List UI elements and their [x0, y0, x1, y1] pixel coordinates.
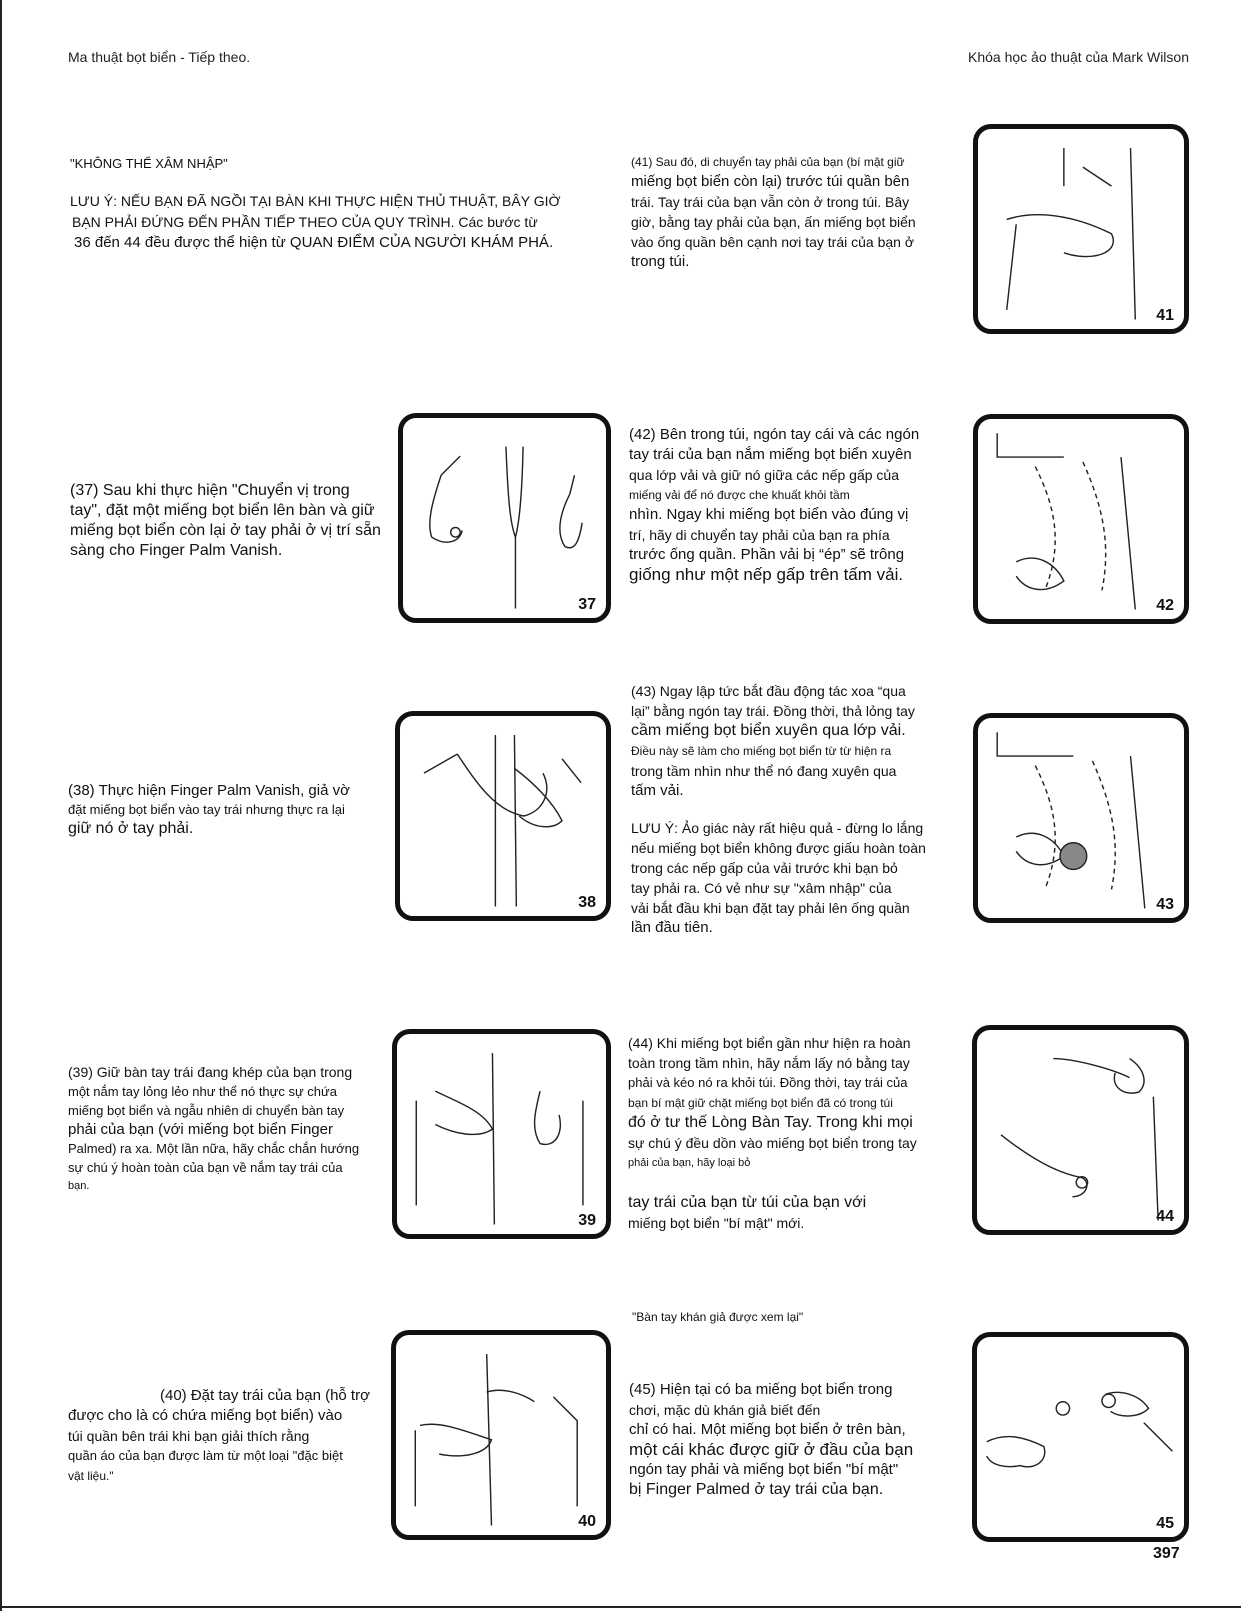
step-45-text: [629, 1380, 913, 1500]
step-39-line: phải của bạn (với miếng bọt biển Finger: [68, 1121, 333, 1138]
hands-illustration-icon: [978, 129, 1184, 329]
step-37-text: [70, 481, 381, 561]
step-42-line: tay trái của bạn nắm miếng bọt biển xuyên: [629, 446, 912, 463]
page-bottom-rule: [0, 1606, 1241, 1608]
step-37-line: (37) Sau khi thực hiện "Chuyển vị trong: [70, 482, 350, 499]
step-41-line: trái. Tay trái của bạn vẫn còn ở trong túi. Bây: [631, 194, 910, 210]
header-left-title: Ma thuật bọt biển - Tiếp theo.: [68, 49, 251, 65]
illustration-panel-42: [973, 414, 1189, 624]
step-39-text: [68, 1063, 359, 1196]
hands-illustration-icon: [396, 1335, 606, 1535]
panel-number: 37: [578, 596, 596, 613]
step-44-line: miếng bọt biển "bí mật" mới.: [628, 1215, 805, 1231]
step-38-line: (38) Thực hiện Finger Palm Vanish, giả vờ: [68, 782, 350, 799]
panel-number: 41: [1156, 307, 1174, 324]
step-37-line: tay", đặt một miếng bọt biển lên bàn và giữ: [70, 502, 375, 519]
step-39-line: một nắm tay lỏng lẻo như thể nó thực sự chứa: [68, 1084, 337, 1099]
step-43-note-line: lần đầu tiên.: [631, 919, 713, 936]
step-41-line: (41) Sau đó, di chuyển tay phải của bạn (bí mật giữ: [631, 155, 905, 169]
step-42-line: trước ống quần. Phần vải bị “ép” sẽ trông: [629, 546, 905, 563]
step-42-text: [629, 425, 919, 585]
step-44-line: tay trái của bạn từ túi của bạn với: [628, 1194, 867, 1211]
step-42-line: qua lớp vải và giữ nó giữa các nếp gấp của: [629, 467, 899, 483]
step-42-line: miếng vải để nó được che khuất khỏi tầm: [629, 488, 850, 502]
step-41-line: miếng bọt biển còn lại) trước túi quần bên: [631, 173, 910, 190]
hands-illustration-icon: [977, 1337, 1184, 1537]
illustration-panel-38: [395, 711, 611, 921]
step-45-line: bị Finger Palmed ở tay trái của bạn.: [629, 1481, 884, 1498]
hands-illustration-icon: [403, 418, 606, 618]
section-note-line-3: 36 đến 44 đều được thể hiện từ QUAN ĐIỂM CỦA NGƯỜI KHÁM PHÁ.: [74, 234, 554, 251]
panel-number: 44: [1156, 1208, 1174, 1225]
step-43-note: [631, 818, 926, 938]
step-43-note-line: vải bắt đầu khi bạn đặt tay phải lên ống quần: [631, 900, 910, 916]
step-45-line: (45) Hiện tại có ba miếng bọt biển trong: [629, 1381, 893, 1398]
step-44-line: sự chú ý đều dồn vào miếng bọt biển trong tay: [628, 1135, 917, 1151]
section-note-line-2: BẠN PHẢI ĐỨNG ĐẾN PHẦN TIẾP THEO CỦA QUY TRÌNH. Các bước từ: [72, 214, 538, 230]
step-39-line: bạn.: [68, 1180, 90, 1192]
page-number: 397: [1153, 1545, 1180, 1562]
step-43-note-line: nếu miếng bọt biển không được giấu hoàn toàn: [631, 840, 926, 856]
step-40-text: [68, 1386, 370, 1486]
step-43-line: cầm miếng bọt biển xuyên qua lớp vải.: [631, 722, 906, 739]
hands-illustration-icon: [978, 419, 1184, 619]
page-left-rule: [0, 0, 2, 1611]
step-45-title: "Bàn tay khán giả được xem lại": [632, 1310, 804, 1324]
step-43-line: (43) Ngay lập tức bắt đầu động tác xoa “qua: [631, 683, 906, 699]
step-41-text: [631, 152, 916, 272]
step-39-line: (39) Giữ bàn tay trái đang khép của bạn trong: [68, 1064, 353, 1080]
step-42-line: trí, hãy di chuyển tay phải của bạn ra phía: [629, 527, 890, 543]
step-43-note-line: tay phải ra. Có vẻ như sự "xâm nhập" của: [631, 880, 892, 896]
step-37-line: miếng bọt biển còn lại ở tay phải ở vị trí sẵn: [70, 522, 381, 539]
step-42-line: (42) Bên trong túi, ngón tay cái và các ngón: [629, 426, 920, 443]
step-44-line: toàn trong tầm nhìn, hãy nắm lấy nó bằng tay: [628, 1055, 910, 1071]
illustration-panel-45: [972, 1332, 1189, 1542]
hands-illustration-icon: [397, 1034, 606, 1234]
step-43-line: trong tầm nhìn như thể nó đang xuyên qua: [631, 763, 897, 779]
step-44-line: đó ở tư thế Lòng Bàn Tay. Trong khi mọi: [628, 1114, 913, 1131]
step-41-line: trong túi.: [631, 253, 690, 270]
header-right-title: Khóa học ảo thuật của Mark Wilson: [967, 49, 1189, 65]
step-45-line: chỉ có hai. Một miếng bọt biển ở trên bàn,: [629, 1421, 906, 1438]
hands-illustration-icon: [400, 716, 606, 916]
step-44-line: bạn bí mật giữ chặt miếng bọt biển đã có trong túi: [628, 1096, 893, 1110]
step-44-text: [628, 1033, 917, 1173]
step-38-line: đặt miếng bọt biển vào tay trái nhưng thực ra lại: [68, 802, 345, 817]
step-45-line: chơi, mặc dù khán giả biết đến: [629, 1402, 821, 1418]
step-42-line: nhìn. Ngay khi miếng bọt biển vào đúng vị: [629, 506, 909, 523]
step-40-line: vật liệu.": [68, 1469, 114, 1483]
panel-number: 45: [1156, 1515, 1174, 1532]
panel-number: 38: [578, 894, 596, 911]
panel-number: 42: [1156, 597, 1174, 614]
step-40-line: quần áo của bạn được làm từ một loại "đặc biệt: [68, 1448, 343, 1463]
illustration-panel-41: [973, 124, 1189, 334]
illustration-panel-44: [972, 1025, 1189, 1235]
illustration-panel-43: [973, 713, 1189, 923]
step-43-note-line: LƯU Ý: Ảo giác này rất hiệu quả - đừng lo lắng: [631, 820, 924, 836]
step-43-line: Điều này sẽ làm cho miếng bọt biển từ từ hiện ra: [631, 744, 892, 758]
step-43-text: [631, 681, 915, 801]
step-39-line: sự chú ý hoàn toàn của bạn về nắm tay trái của: [68, 1160, 343, 1175]
step-45-line: một cái khác được giữ ở đầu của bạn: [629, 1440, 914, 1459]
step-41-line: vào ống quần bên cạnh nơi tay trái của bạn ở: [631, 234, 915, 250]
section-title: "KHÔNG THỂ XÂM NHẬP": [70, 156, 228, 171]
step-37-line: sàng cho Finger Palm Vanish.: [70, 542, 283, 559]
step-39-line: miếng bọt biển và ngẫu nhiên di chuyển bàn tay: [68, 1103, 345, 1118]
step-44-text-continued: [628, 1193, 866, 1233]
illustration-panel-37: [398, 413, 611, 623]
step-43-line: lại” bằng ngón tay trái. Đồng thời, thả lỏng tay: [631, 703, 915, 719]
step-44-line: (44) Khi miếng bọt biển gần như hiện ra hoàn: [628, 1035, 911, 1051]
panel-number: 39: [578, 1212, 596, 1229]
step-43-line: tấm vải.: [631, 782, 684, 799]
step-44-line: phải của bạn, hãy loại bỏ: [628, 1157, 751, 1169]
step-38-line: giữ nó ở tay phải.: [68, 820, 194, 837]
step-40-line: (40) Đặt tay trái của bạn (hỗ trợ: [160, 1387, 370, 1404]
step-40-line: túi quần bên trái khi bạn giải thích rằng: [68, 1428, 310, 1444]
step-44-line: phải và kéo nó ra khỏi túi. Đồng thời, tay trái của: [628, 1075, 908, 1090]
step-42-line: giống như một nếp gấp trên tấm vải.: [629, 565, 904, 584]
step-41-line: giờ, bằng tay phải của bạn, ấn miếng bọt biển: [631, 214, 916, 230]
hands-illustration-icon: [977, 1030, 1184, 1230]
sponge-illustration-icon: [978, 718, 1184, 918]
illustration-panel-39: [392, 1029, 611, 1239]
step-40-line: được cho là có chứa miếng bọt biển) vào: [68, 1407, 343, 1424]
step-45-line: ngón tay phải và miếng bọt biển "bí mật": [629, 1461, 899, 1478]
illustration-panel-40: [391, 1330, 611, 1540]
step-38-text: [68, 781, 350, 838]
panel-number: 43: [1156, 896, 1174, 913]
section-note-line-1: LƯU Ý: NẾU BẠN ĐÃ NGỒI TẠI BÀN KHI THỰC HIỆN THỦ THUẬT, BÂY GIỜ: [70, 193, 561, 209]
step-43-note-line: trong các nếp gấp của vải trước khi bạn bỏ: [631, 860, 898, 876]
panel-number: 40: [578, 1513, 596, 1530]
step-39-line: Palmed) ra xa. Một lần nữa, hãy chắc chắn hướng: [68, 1141, 360, 1156]
